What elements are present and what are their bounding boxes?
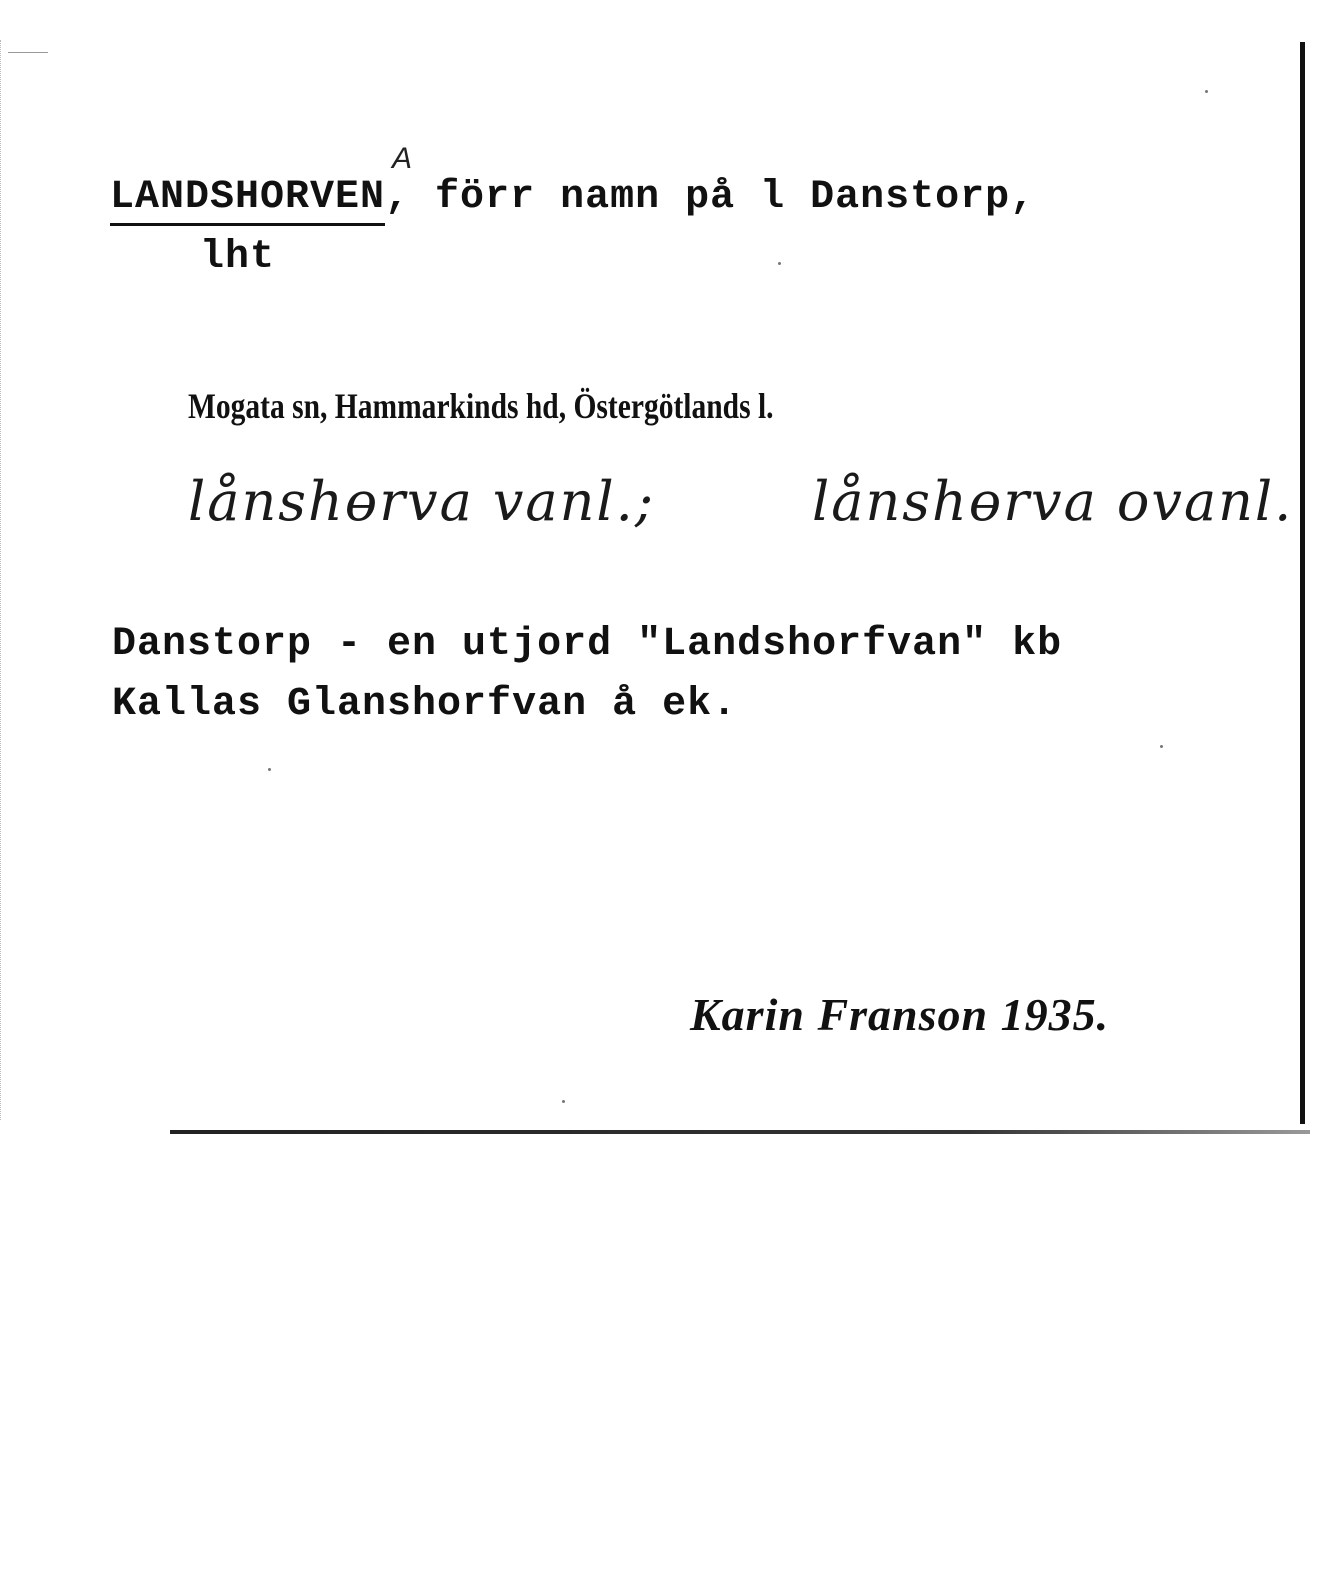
headword-line (110, 175, 1035, 220)
headword-underline (110, 223, 385, 226)
paper-speck (268, 768, 271, 771)
headword-correction: A (392, 142, 413, 175)
paper-speck (1160, 745, 1163, 748)
paper-speck (1205, 90, 1208, 93)
signature: Karin Franson 1935. (690, 989, 1110, 1040)
pronunciation-2: lånshɵrva ovanl. (812, 470, 1294, 533)
paper-speck (562, 1100, 565, 1103)
parish-line: Mogata sn, Hammarkinds hd, Östergötlands l. (188, 386, 774, 426)
note-line-1: Danstorp - en utjord "Landshorfvan" kb (112, 622, 1063, 667)
card-top-left-mark (8, 52, 48, 53)
card-left-edge (0, 40, 11, 1120)
headword-text: LANDSHORVEN (110, 175, 386, 220)
pronunciation-1: lånshɵrva vanl.; (188, 470, 656, 533)
note-line-2: Kallas Glanshorfvan å ek. (112, 682, 738, 727)
headword-continuation: lht (200, 235, 276, 280)
headword-rest: , förr namn på l Danstorp, (385, 175, 1036, 220)
paper-speck (778, 262, 781, 265)
card-right-edge (1300, 42, 1305, 1124)
card-bottom-edge (170, 1130, 1310, 1134)
headword (110, 175, 385, 220)
